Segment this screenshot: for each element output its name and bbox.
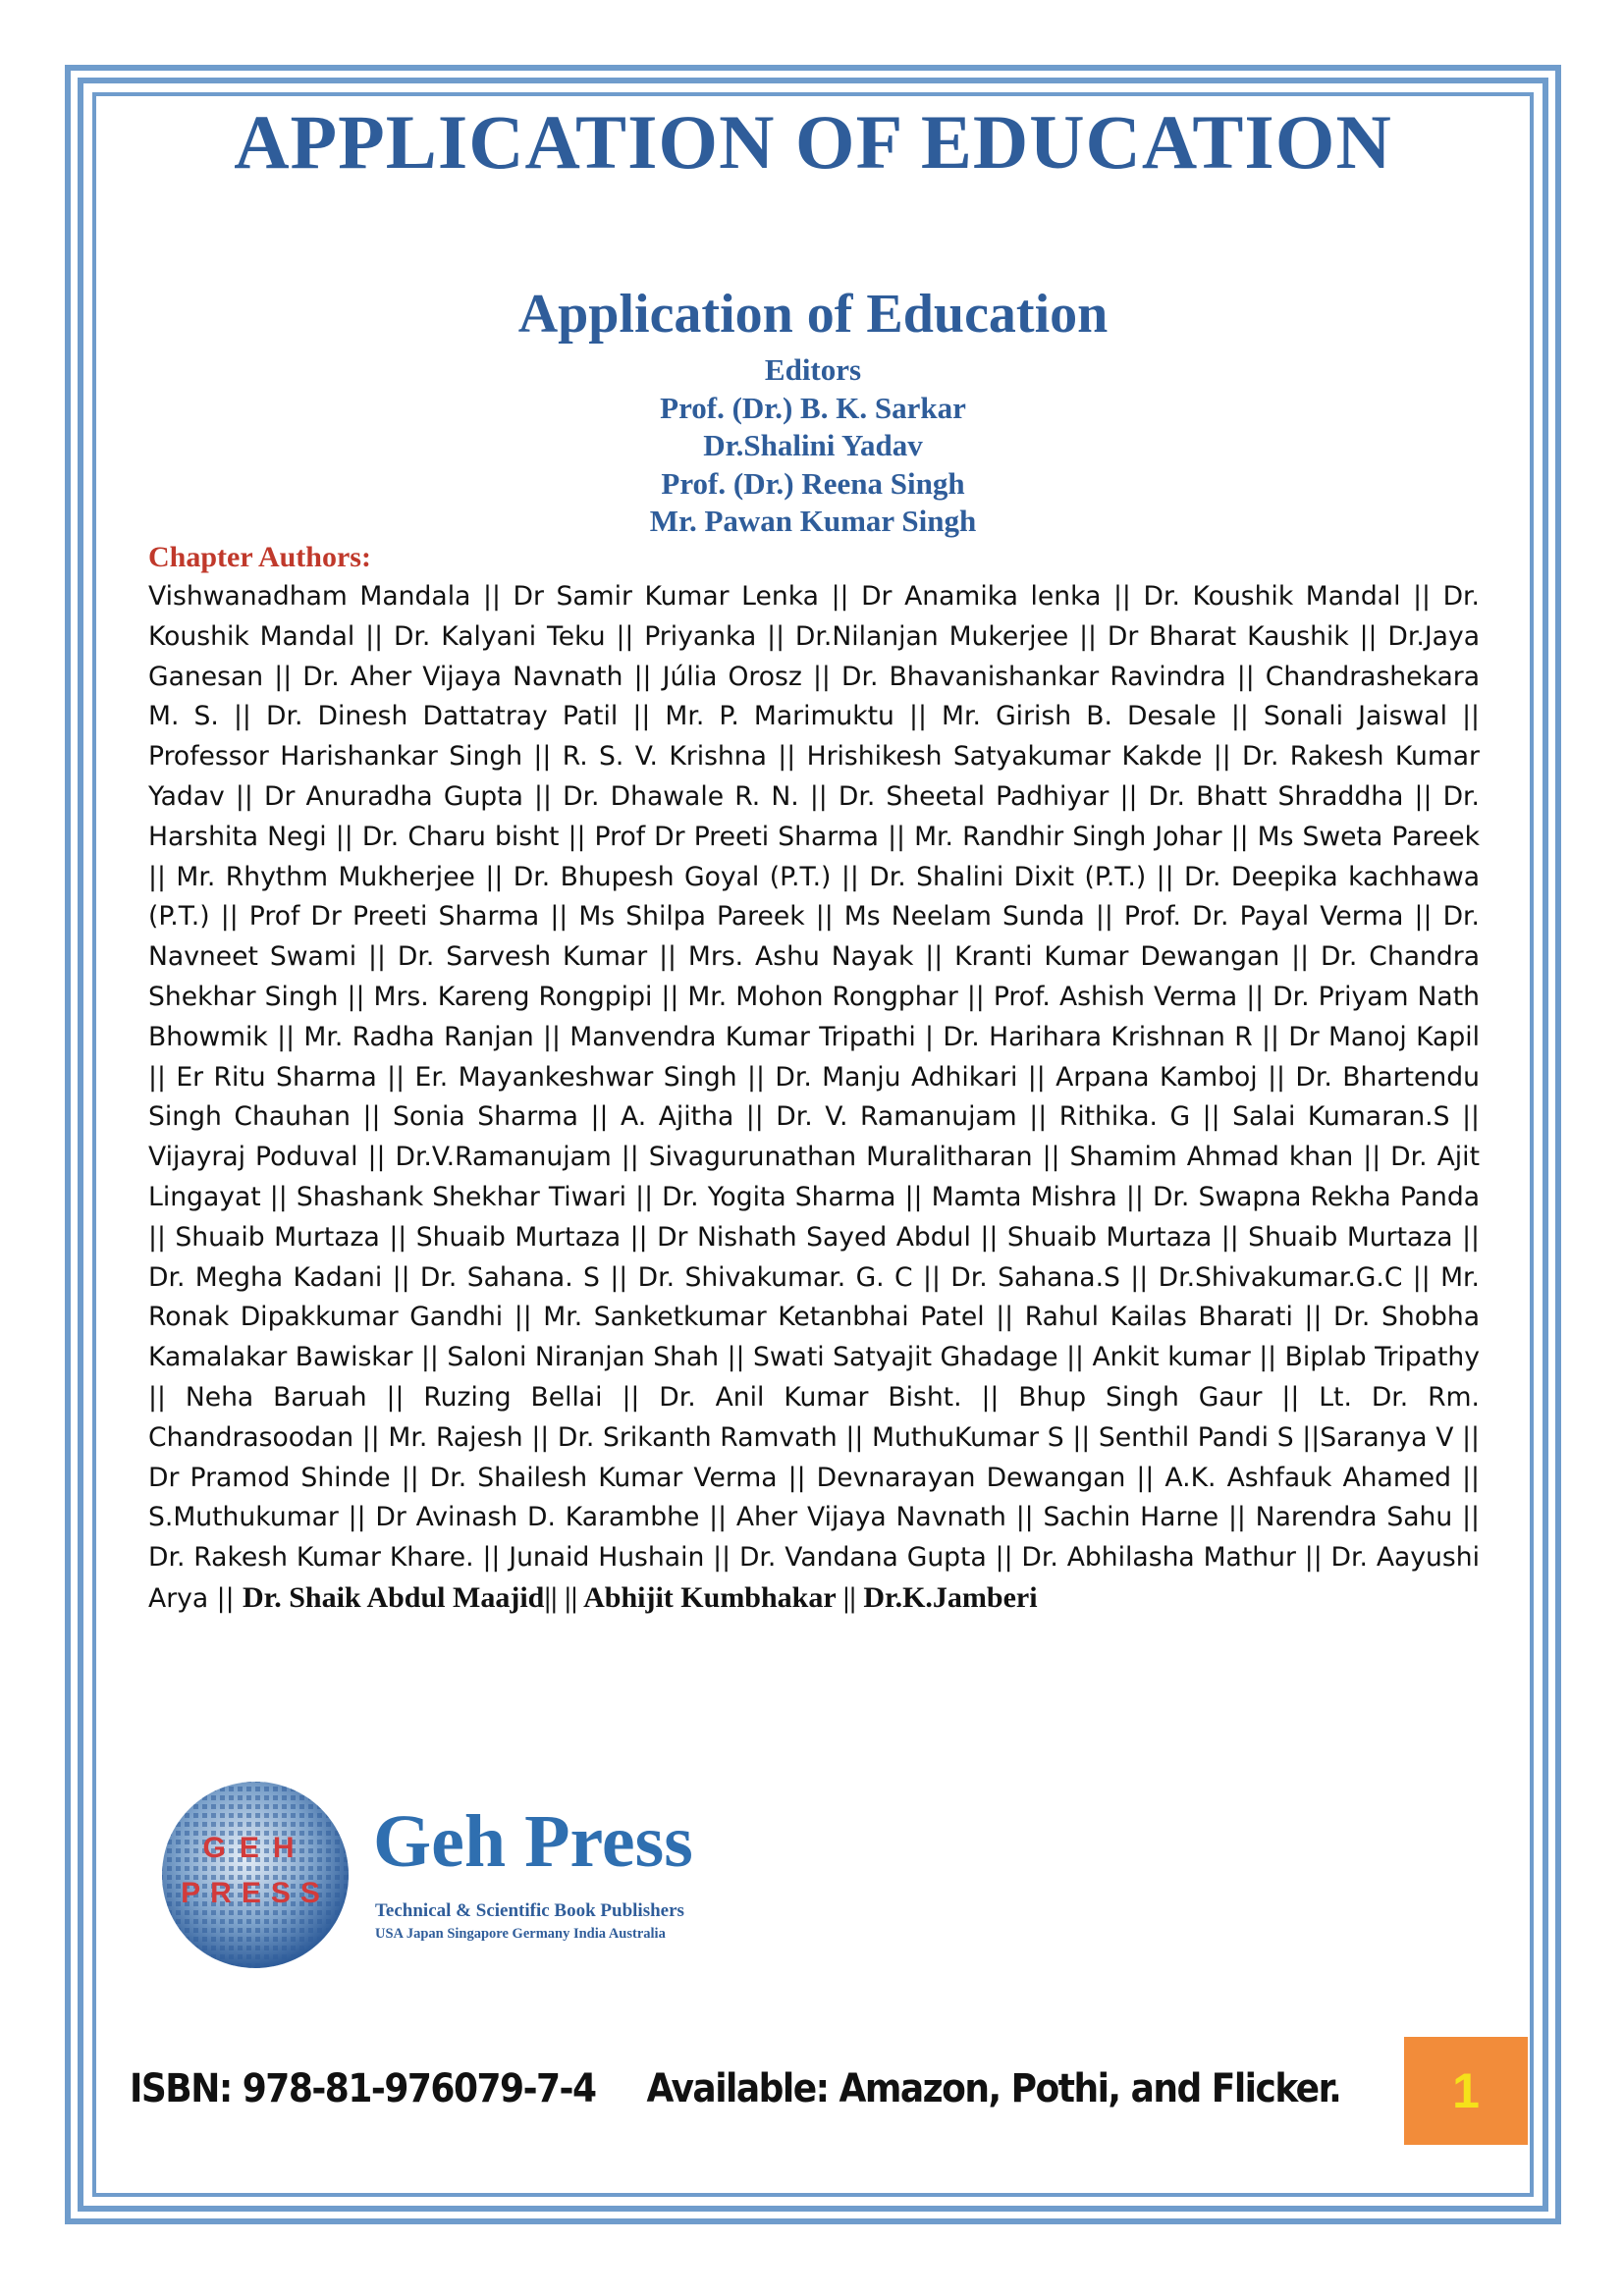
logo-text-press: PRESS: [181, 1877, 330, 1909]
chapter-authors-tail: Dr. Shaik Abdul Maajid|| || Abhijit Kumbhakar || Dr.K.Jamberi: [243, 1580, 1038, 1614]
main-title: APPLICATION OF EDUCATION: [234, 99, 1392, 185]
publisher-name: Geh Press: [373, 1800, 693, 1883]
publisher-tagline: Technical & Scientific Book Publishers: [375, 1900, 684, 1921]
editor-name: Prof. (Dr.) B. K. Sarkar: [660, 390, 966, 425]
geh-press-globe-logo: [157, 1777, 353, 1973]
book-title: Application of Education: [517, 284, 1109, 345]
logo-text-geh: GEH: [202, 1832, 308, 1864]
footer-line: [130, 2066, 1340, 2111]
editor-name: Dr.Shalini Yadav: [703, 428, 923, 462]
page-number-box: [1404, 2037, 1528, 2145]
page-number: 1: [1452, 2063, 1480, 2118]
chapter-authors-list: [148, 577, 1480, 1620]
publisher-locations: USA Japan Singapore Germany India Australia: [375, 1926, 666, 1942]
chapter-authors-text: Vishwanadham Mandala || Dr Samir Kumar Lenka || Dr Anamika lenka || Dr. Koushik Mandal || Dr. Koushik Mandal || Dr. Kalyani Teku || Priyanka || Dr.Nilanjan Mukerjee || Dr Bharat Kaushik || Dr.Jaya Ganesan || Dr. Aher Vijaya Navnath || Júlia Orosz || Dr. Bhavanishankar Ravindra || Chandrashekara M. S. || Dr. Dinesh Dattatray Patil || Mr. P. Marimuktu || Mr. Girish B. Desale || Sonali Jaiswal || Professor Harishankar Singh || R. S. V. Krishna || Hrishikesh Satyakumar Kakde || Dr. Rakesh Kumar Yadav || Dr Anuradha Gupta || Dr. Dhawale R. N. || Dr. Sheetal Padhiyar || Dr. Bhatt Shraddha || Dr. Harshita Negi || Dr. Charu bisht || Prof Dr Preeti Sharma || Mr. Randhir Singh Johar || Ms Sweta Pareek || Mr. Rhythm Mukherjee || Dr. Bhupesh Goyal (P.T.) || Dr. Shalini Dixit (P.T.) || Dr. Deepika kachhawa (P.T.) || Prof Dr Preeti Sharma || Ms Shilpa Pareek || Ms Neelam Sunda || Prof. Dr. Payal Verma || Dr. Navneet Swami || Dr. Sarvesh Kumar || Mrs. Ashu Nayak || Kranti Kumar Dewangan || Dr. Chandra Shekhar Singh || Mrs. Kareng Rongpipi || Mr. Mohon Rongphar || Prof. Ashish Verma || Dr. Priyam Nath Bhowmik || Mr. Radha Ranjan || Manvendra Kumar Tripathi | Dr. Harihara Krishnan R || Dr Manoj Kapil || Er Ritu Sharma || Er. Mayankeshwar Singh || Dr. Manju Adhikari || Arpana Kamboj || Dr. Bhartendu Singh Chauhan || Sonia Sharma || A. Ajitha || Dr. V. Ramanujam || Rithika. G || Salai Kumaran.S || Vijayraj Poduval || Dr.V.Ramanujam || Sivagurunathan Muralitharan || Shamim Ahmad khan || Dr. Ajit Lingayat || Shashank Shekhar Tiwari || Dr. Yogita Sharma || Mamta Mishra || Dr. Swapna Rekha Panda || Shuaib Murtaza || Shuaib Murtaza || Dr Nishath Sayed Abdul || Shuaib Murtaza || Shuaib Murtaza || Dr. Megha Kadani || Dr. Sahana. S || Dr. Shivakumar. G. C || Dr. Sahana.S || Dr.Shivakumar.G.C || Mr. Ronak Dipakkumar Gandhi || Mr. Sanketkumar Ketanbhai Patel || Rahul Kailas Bharati || Dr. Shobha Kamalakar Bawiskar || Saloni Niranjan Shah || Swati Satyajit Ghadage || Ankit kumar || Biplab Tripathy || Neha Baruah || Ruzing Bellai || Dr. Anil Kumar Bisht. || Bhup Singh Gaur || Lt. Dr. Rm. Chandrasoodan || Mr. Rajesh || Dr. Srikanth Ramvath || MuthuKumar S || Senthil Pandi S ||Saranya V || Dr Pramod Shinde || Dr. Shailesh Kumar Verma || Devnarayan Dewangan || A.K. Ashfauk Ahamed || S.Muthukumar || Dr Avinash D. Karambhe || Aher Vijaya Navnath || Sachin Harne || Narendra Sahu || Dr. Rakesh Kumar Khare. || Junaid Hushain || Dr. Vandana Gupta || Dr. Abhilasha Mathur || Dr. Aayushi Arya ||: [148, 581, 1480, 1614]
isbn-text: ISBN: 978-81-976079-7-4: [130, 2066, 596, 2111]
editor-name: Prof. (Dr.) Reena Singh: [661, 465, 965, 501]
editors-block: [96, 351, 1530, 541]
editor-name: Mr. Pawan Kumar Singh: [649, 504, 977, 538]
chapter-authors-label: Chapter Authors:: [148, 541, 371, 573]
availability-text: Available: Amazon, Pothi, and Flicker.: [646, 2066, 1341, 2111]
editors-label: Editors: [764, 352, 862, 387]
